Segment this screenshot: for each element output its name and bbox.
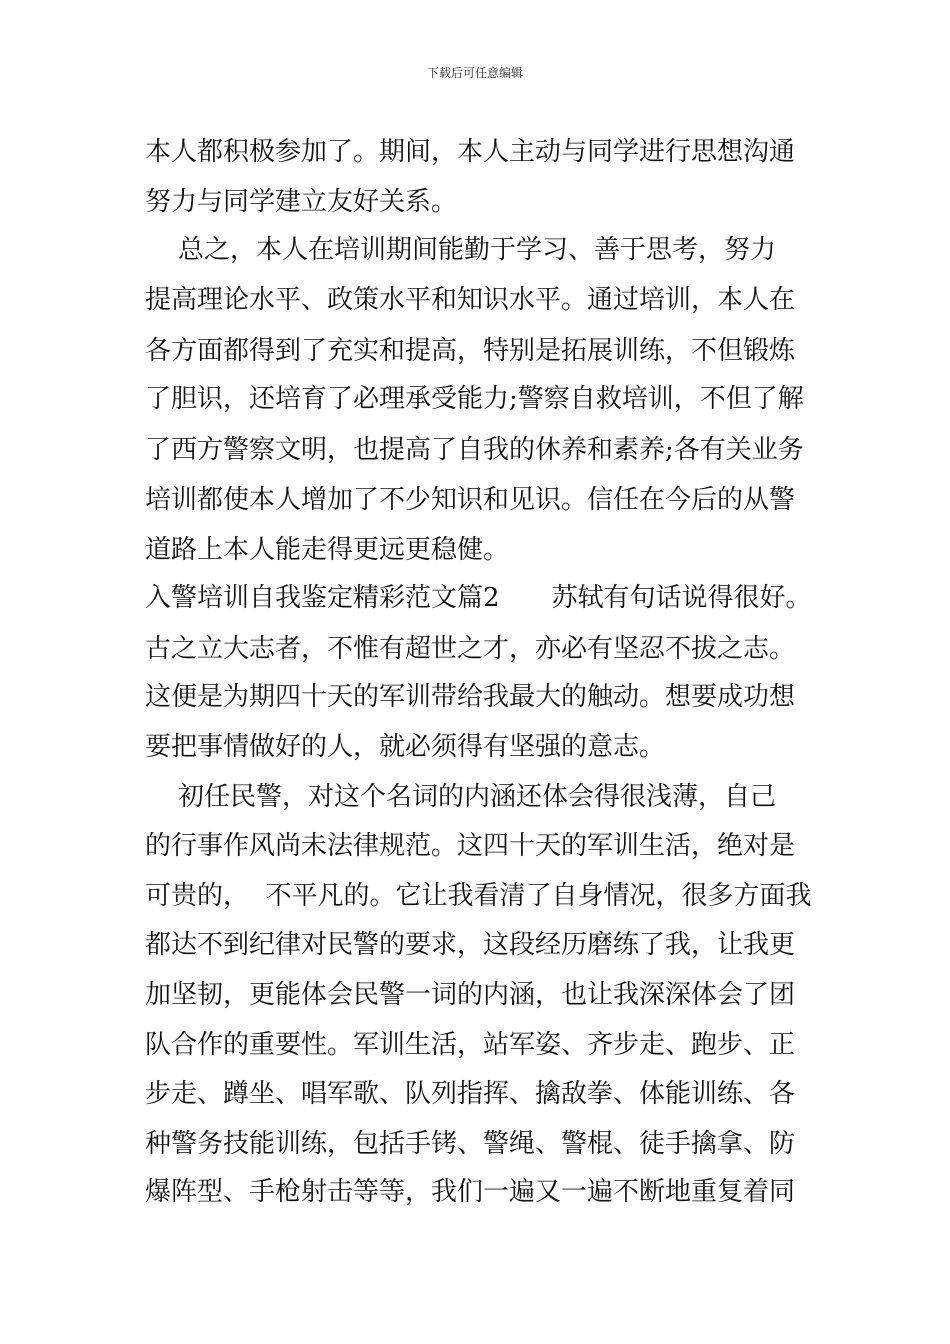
section-heading-line: 入警培训自我鉴定精彩范文篇2 苏轼有句话说得很好。: [145, 583, 812, 613]
text-line: 努力与同学建立友好关系。: [145, 187, 458, 217]
text-line: 可贵的， 不平凡的。它让我看清了自身情况，很多方面我: [145, 881, 812, 911]
text-line: 了胆识，还培育了必理承受能力;警察自救培训，不但了解: [145, 384, 804, 414]
text-line: 各方面都得到了充实和提高，特别是拓展训练，不但锻炼: [145, 336, 796, 366]
text-line: 都达不到纪律对民警的要求，这段经历磨练了我，让我更: [145, 930, 796, 960]
text-line: 要把事情做好的人，就必须得有坚强的意志。: [145, 732, 666, 762]
text-line: 步走、蹲坐、唱军歌、队列指挥、擒敌拳、体能训练、各: [145, 1079, 796, 1109]
text-line: 爆阵型、手枪射击等等，我们一遍又一遍不断地重复着同: [145, 1177, 796, 1207]
text-line: 培训都使本人增加了不少知识和见识。信任在今后的从警: [145, 485, 796, 515]
text-line: 队合作的重要性。军训生活，站军姿、齐步走、跑步、正: [145, 1030, 796, 1060]
text-line: 加坚韧，更能体会民警一词的内涵，也让我深深体会了团: [145, 980, 796, 1010]
text-line: 道路上本人能走得更远更稳健。: [145, 535, 510, 565]
text-line: 古之立大志者，不惟有超世之才，亦必有坚忍不拔之志。: [145, 634, 796, 664]
page-header: 下载后可任意编辑: [426, 66, 523, 80]
text-line: 了西方警察文明，也提高了自我的休养和素养;各有关业务: [145, 435, 804, 465]
text-line: 提高理论水平、政策水平和知识水平。通过培训，本人在: [145, 285, 796, 315]
text-line: 的行事作风尚未法律规范。这四十天的军训生活，绝对是: [145, 831, 796, 861]
text-line: 种警务技能训练，包括手铐、警绳、警棍、徒手擒拿、防: [145, 1129, 796, 1159]
text-line: 本人都积极参加了。期间，本人主动与同学进行思想沟通: [145, 137, 796, 167]
paragraph-start-line: 总之，本人在培训期间能勤于学习、善于思考，努力: [145, 235, 777, 265]
paragraph-start-line: 初任民警，对这个名词的内涵还体会得很浅薄，自己: [145, 782, 777, 812]
text-line: 这便是为期四十天的军训带给我最大的触动。想要成功想: [145, 682, 796, 712]
